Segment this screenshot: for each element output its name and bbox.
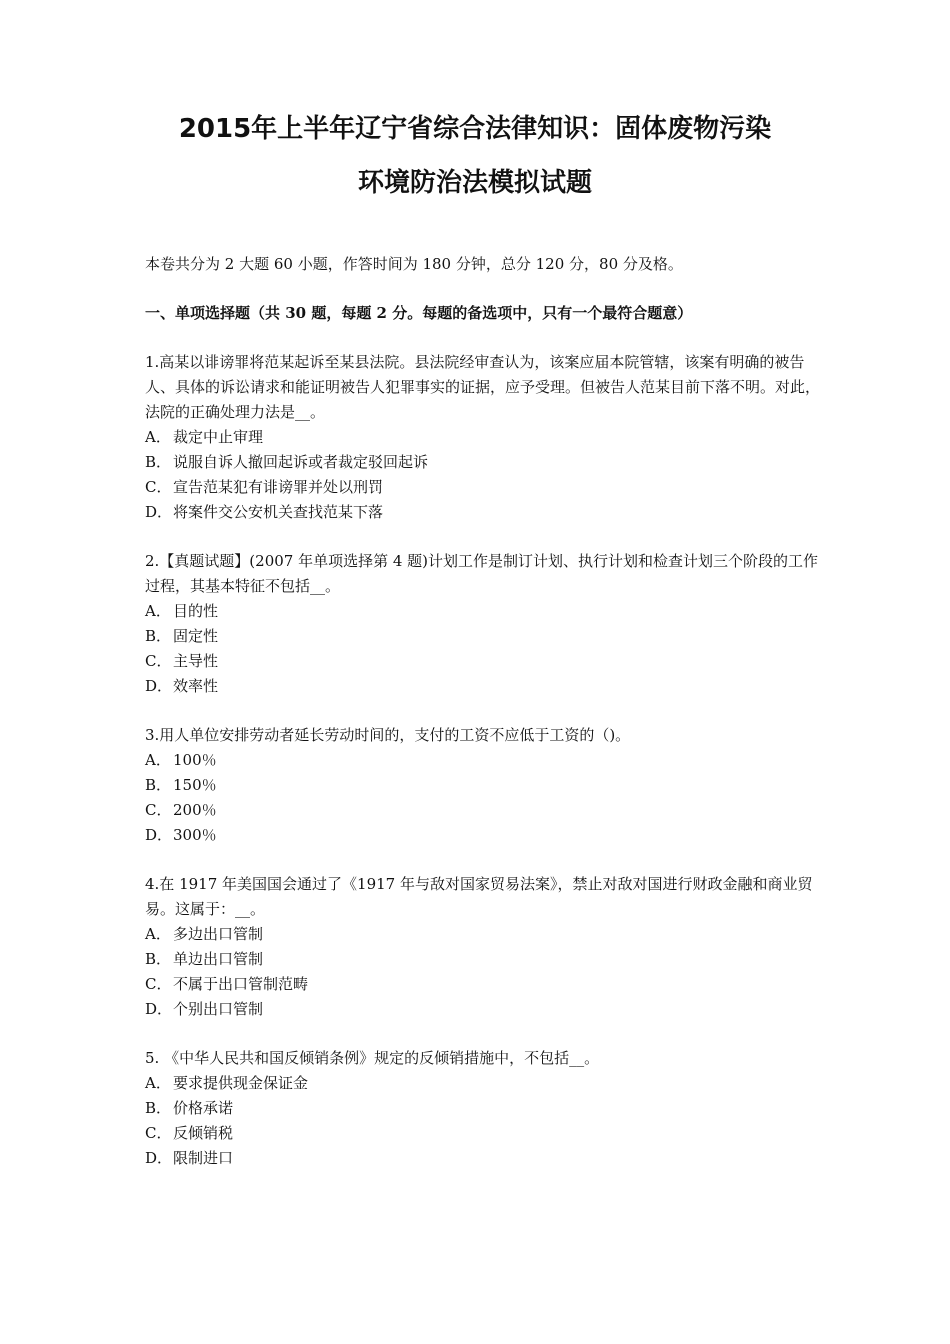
option-c: [145, 649, 820, 674]
option-d: [145, 500, 820, 525]
question-4: [145, 872, 820, 1022]
document-title: [100, 114, 850, 198]
option-letter: A．: [145, 428, 171, 446]
option-letter: A．: [145, 751, 171, 769]
option-letter: D．: [145, 1149, 173, 1167]
option-text: 限制进口: [173, 1149, 234, 1167]
option-text: 多边出口管制: [173, 925, 264, 943]
option-c: [145, 972, 820, 997]
option-letter: A．: [145, 925, 171, 943]
option-letter: C．: [145, 478, 172, 496]
option-text: 说服自诉人撤回起诉或者裁定驳回起诉: [173, 453, 429, 471]
option-d: [145, 997, 820, 1022]
option-letter: B．: [145, 950, 172, 968]
option-text: 裁定中止审理: [173, 428, 264, 446]
option-letter: D．: [145, 826, 173, 844]
section-heading: 一、单项选择题（共 30 题，每题 2 分。每题的备选项中，只有一个最符合题意）: [145, 304, 693, 322]
option-c: [145, 475, 820, 500]
exam-intro: 本卷共分为 2 大题 60 小题，作答时间为 180 分钟，总分 120 分，80 分及格。: [145, 255, 683, 273]
option-letter: A．: [145, 602, 171, 620]
question-2: [145, 549, 820, 699]
option-text: 100％: [173, 751, 217, 769]
question-stem: 1.高某以诽谤罪将范某起诉至某县法院。县法院经审查认为，该案应届本院管辖，该案有明确的被告人、具体的诉讼请求和能证明被告人犯罪事实的证据，应予受理。但被告人范某目前下落不明。对此，法院的正确处理力法是__。: [145, 353, 821, 421]
option-b: [145, 624, 820, 649]
question-stem: 4.在 1917 年美国国会通过了《1917 年与敌对国家贸易法案》，禁止对敌对国进行财政金融和商业贸易。这属于：__。: [145, 875, 813, 918]
option-b: [145, 773, 820, 798]
option-d: [145, 823, 820, 848]
option-letter: C．: [145, 1124, 172, 1142]
option-c: [145, 1121, 820, 1146]
option-letter: D．: [145, 503, 173, 521]
document-body: [145, 252, 820, 1171]
option-b: [145, 450, 820, 475]
option-text: 单边出口管制: [173, 950, 264, 968]
question-stem: 2.【真题试题】(2007 年单项选择第 4 题)计划工作是制订计划、执行计划和检查计划三个阶段的工作过程，其基本特征不包括__。: [145, 552, 819, 595]
question-stem: 5. 《中华人民共和国反倾销条例》规定的反倾销措施中，不包括__。: [145, 1049, 600, 1067]
option-d: [145, 674, 820, 699]
title-line-1: 2015年上半年辽宁省综合法律知识：固体废物污染: [178, 114, 772, 144]
option-letter: B．: [145, 776, 172, 794]
option-letter: B．: [145, 453, 172, 471]
question-1: [145, 350, 820, 525]
option-text: 固定性: [173, 627, 219, 645]
question-5: [145, 1046, 820, 1171]
option-letter: C．: [145, 652, 172, 670]
option-text: 将案件交公安机关查找范某下落: [173, 503, 384, 521]
option-c: [145, 798, 820, 823]
option-d: [145, 1146, 820, 1171]
title-line-2: 环境防治法模拟试题: [357, 168, 592, 198]
option-a: [145, 922, 820, 947]
option-text: 要求提供现金保证金: [173, 1074, 309, 1092]
option-text: 宣告范某犯有诽谤罪并处以刑罚: [173, 478, 384, 496]
option-a: [145, 425, 820, 450]
option-text: 300％: [173, 826, 217, 844]
option-text: 主导性: [173, 652, 219, 670]
option-text: 不属于出口管制范畴: [173, 975, 309, 993]
option-text: 目的性: [173, 602, 219, 620]
option-a: [145, 748, 820, 773]
question-stem: 3.用人单位安排劳动者延长劳动时间的，支付的工资不应低于工资的（)。: [145, 726, 631, 744]
option-b: [145, 1096, 820, 1121]
option-text: 效率性: [173, 677, 219, 695]
option-text: 个别出口管制: [173, 1000, 264, 1018]
option-text: 价格承诺: [173, 1099, 234, 1117]
option-a: [145, 599, 820, 624]
option-b: [145, 947, 820, 972]
option-letter: C．: [145, 801, 172, 819]
option-text: 200％: [173, 801, 217, 819]
option-letter: C．: [145, 975, 172, 993]
option-letter: B．: [145, 1099, 172, 1117]
option-letter: D．: [145, 677, 173, 695]
option-letter: D．: [145, 1000, 173, 1018]
option-letter: B．: [145, 627, 172, 645]
option-a: [145, 1071, 820, 1096]
option-text: 150％: [173, 776, 217, 794]
question-3: [145, 723, 820, 848]
option-letter: A．: [145, 1074, 171, 1092]
option-text: 反倾销税: [173, 1124, 234, 1142]
